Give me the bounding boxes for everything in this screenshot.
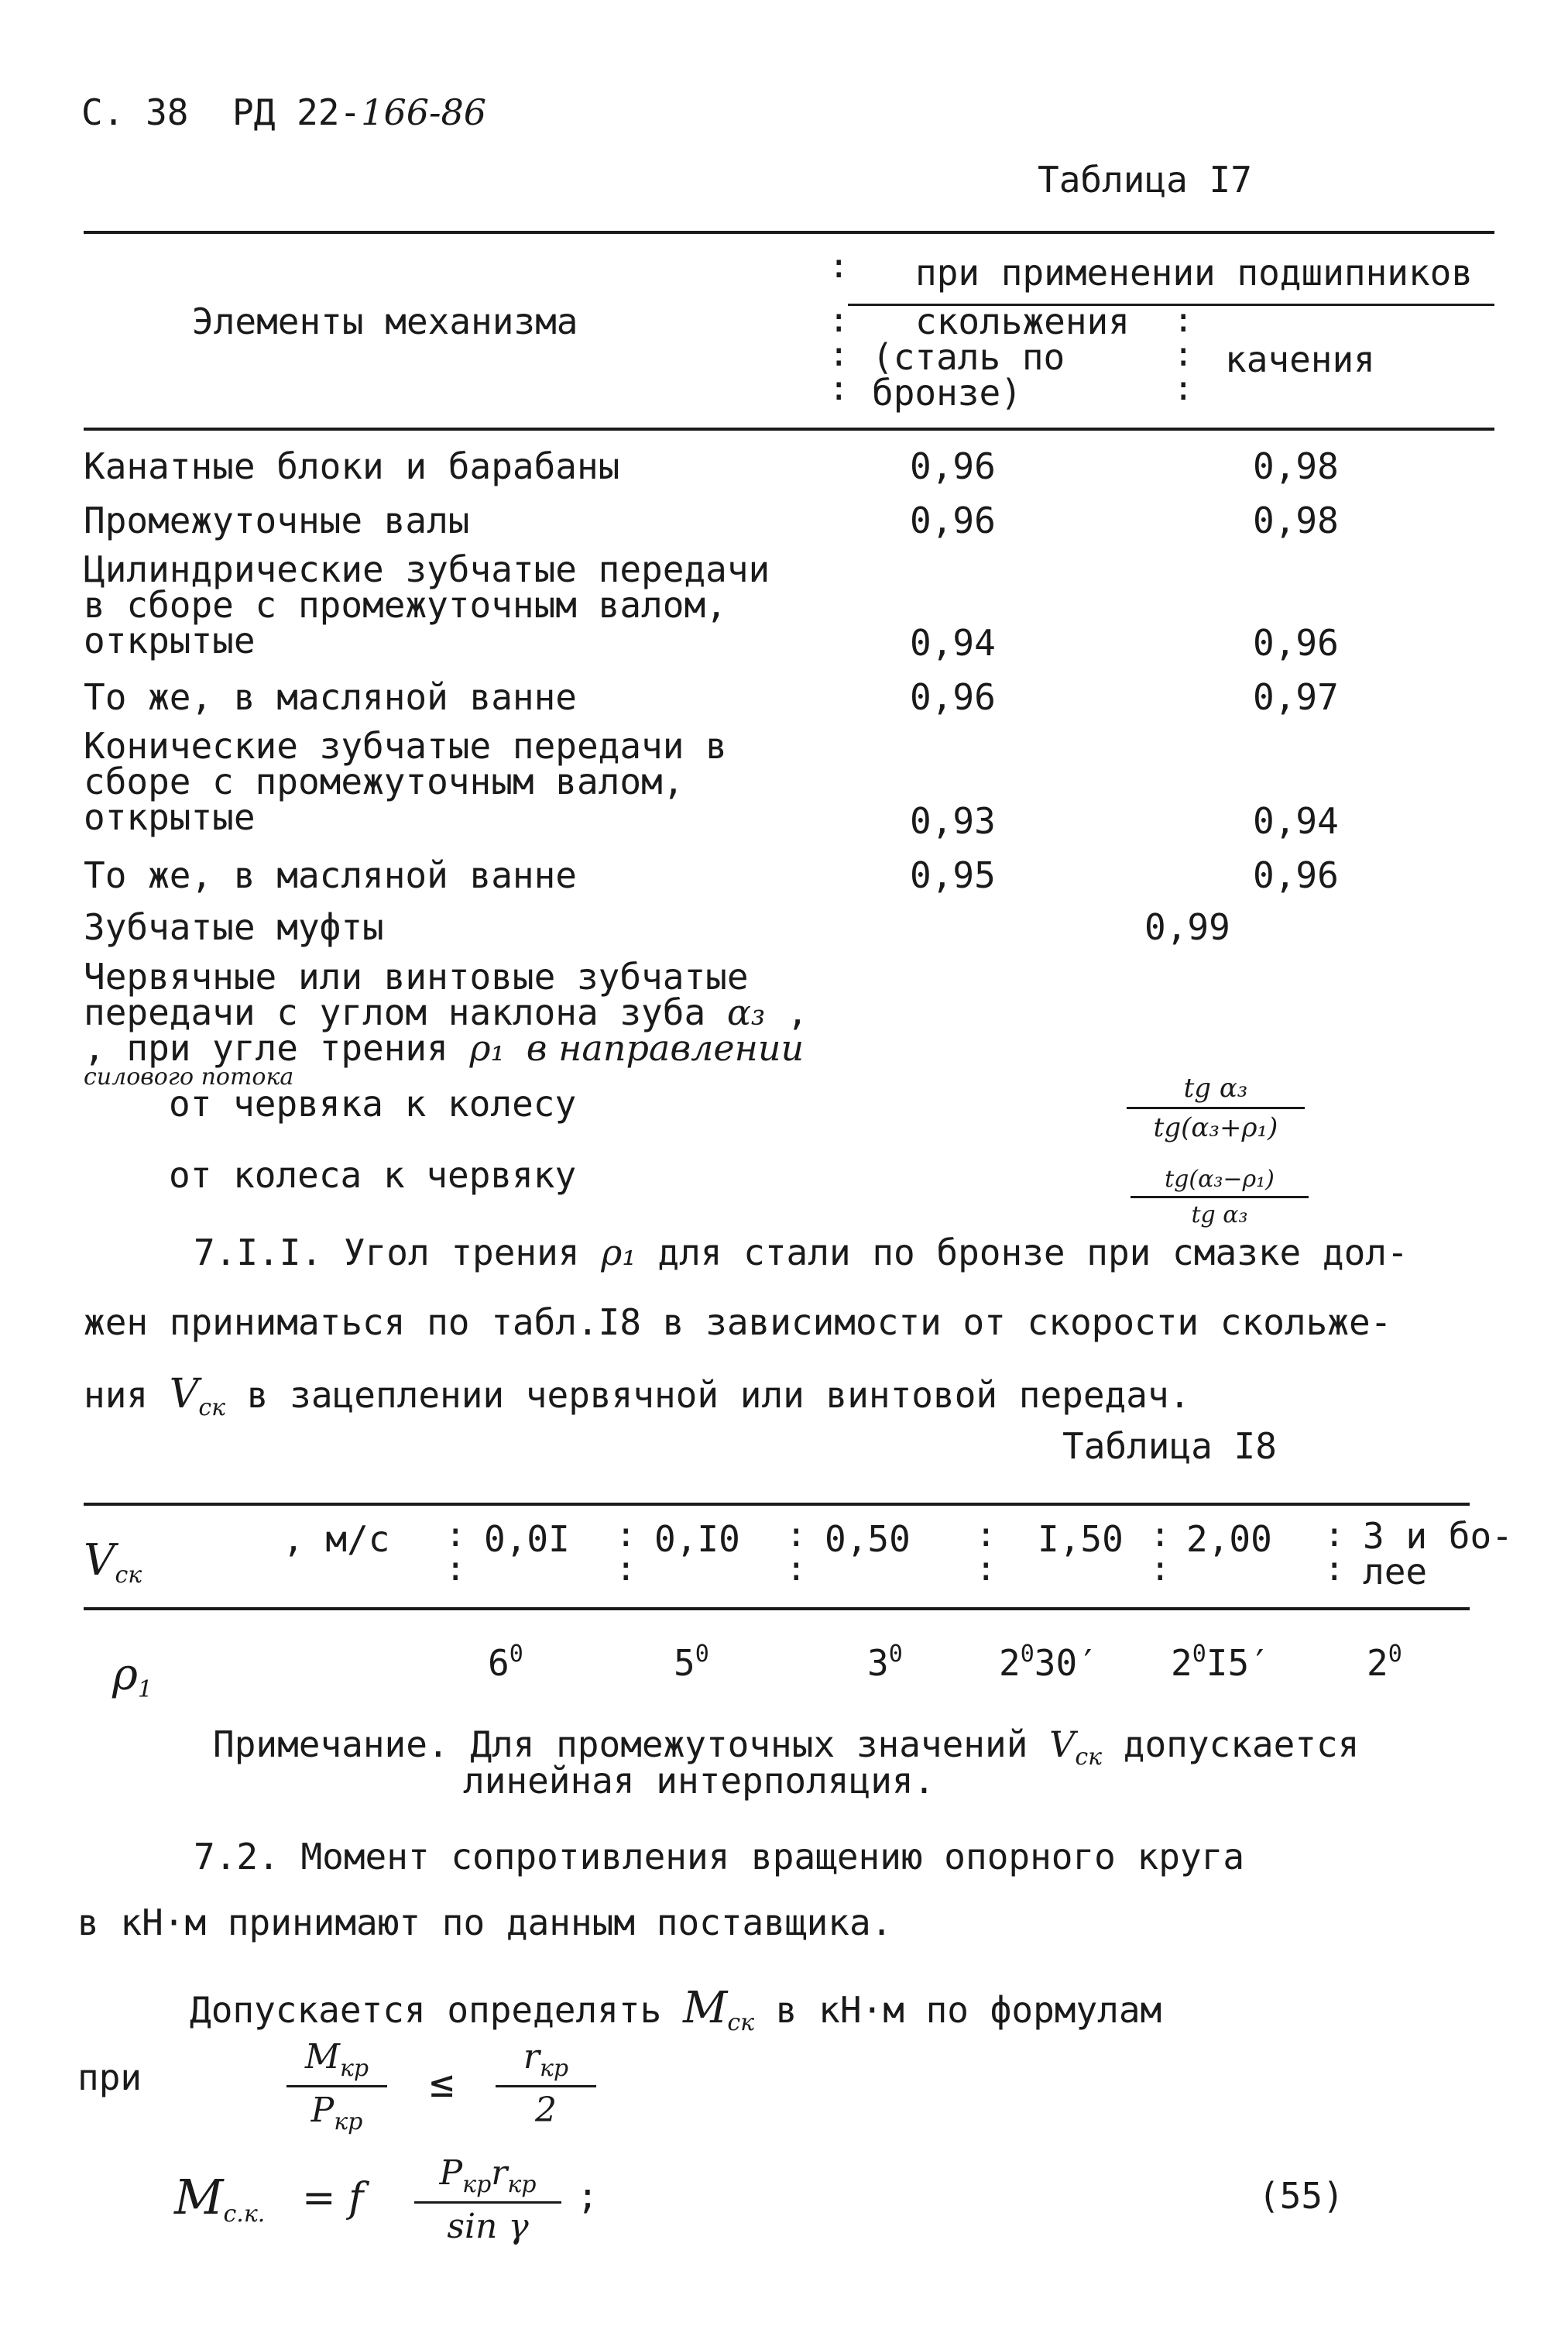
column-separator: : : bbox=[786, 1515, 807, 1589]
worm-line-handwritten: силового потока bbox=[84, 1063, 294, 1091]
angle-degrees: 5 bbox=[674, 1642, 695, 1684]
fraction-numerator bbox=[496, 2037, 596, 2082]
fraction-bar bbox=[1131, 1196, 1309, 1198]
rolling-value: 0,98 bbox=[1253, 500, 1339, 541]
sliding-value: 0,96 bbox=[910, 500, 996, 541]
header-sliding-line3: бронзе) bbox=[872, 372, 1022, 414]
angle-minutes: 30′ bbox=[1034, 1642, 1099, 1684]
symbol-main: r bbox=[523, 2037, 540, 2077]
friction-angle bbox=[867, 1641, 903, 1684]
angle-degree-mark: 0 bbox=[1192, 1641, 1206, 1668]
fraction-numerator bbox=[414, 2153, 561, 2198]
fraction-bar bbox=[286, 2085, 387, 2087]
table-row: Промежуточные валы bbox=[84, 500, 470, 541]
paragraph-7-2-line1: 7.2. Момент сопротивления вращению опорного круга bbox=[194, 1836, 1245, 1878]
coupling-value: 0,99 bbox=[1144, 906, 1230, 948]
row-line: открытые bbox=[84, 620, 256, 661]
paragraph-7-1-1-line2: жен приниматься по табл.I8 в зависимости от скорости скольже- bbox=[84, 1301, 1392, 1343]
symbol-main: V bbox=[169, 1371, 199, 1417]
speed-last-line1: 3 и бо- bbox=[1363, 1515, 1513, 1557]
symbol-sub: кр bbox=[339, 2055, 369, 2082]
column-separator: : : bbox=[1324, 1515, 1345, 1589]
angle-degree-mark: 0 bbox=[888, 1641, 903, 1668]
symbol-main: V bbox=[1049, 1723, 1076, 1765]
column-separator: : : bbox=[1150, 1515, 1171, 1589]
para-text: в зацеплении червячной или винтовой передач. bbox=[246, 1374, 1191, 1416]
column-separator: : : : bbox=[1173, 301, 1194, 408]
formula-55-eq: = f bbox=[302, 2175, 364, 2221]
symbol-main: M bbox=[304, 2037, 340, 2077]
table17-header-sliding bbox=[872, 301, 1130, 414]
column-separator: : : bbox=[445, 1515, 466, 1589]
condition-sign: ≤ bbox=[430, 2060, 455, 2107]
table18-caption: Таблица I8 bbox=[1062, 1425, 1277, 1467]
rolling-value: 0,94 bbox=[1253, 800, 1339, 842]
symbol-sub: ск bbox=[1075, 1744, 1103, 1771]
table-row: То же, в масляной ванне bbox=[84, 676, 577, 718]
symbol-sub: с.к. bbox=[223, 2201, 266, 2228]
speed-value-last bbox=[1363, 1515, 1513, 1592]
fraction-numerator bbox=[286, 2037, 387, 2082]
angle-degrees: 2 bbox=[999, 1642, 1021, 1684]
para-text: для стали по бронзе при смазке дол- bbox=[657, 1232, 1408, 1273]
row-line: сборе с промежуточным валом, bbox=[84, 761, 684, 802]
symbol-main: M bbox=[174, 2169, 224, 2225]
sliding-speed-symbol bbox=[169, 1371, 226, 1421]
speed-value: 0,I0 bbox=[654, 1518, 740, 1560]
table-row bbox=[84, 725, 727, 838]
sliding-value: 0,94 bbox=[910, 622, 996, 664]
worm-line bbox=[84, 1027, 808, 1069]
header-sliding-line1: скольжения bbox=[915, 301, 1130, 342]
fraction-denominator: 2 bbox=[535, 2091, 557, 2130]
angle-degrees: 3 bbox=[867, 1642, 889, 1684]
table18-friction-label bbox=[112, 1650, 153, 1703]
fraction-denominator: sin γ bbox=[447, 2207, 529, 2246]
equation-number: (55) bbox=[1258, 2175, 1344, 2217]
document-number-handwritten: 166-86 bbox=[361, 91, 487, 133]
formula-numerator: tg α₃ bbox=[1183, 1073, 1248, 1104]
formula-denominator: tg(α₃+ρ₁) bbox=[1153, 1112, 1278, 1143]
friction-angle bbox=[1367, 1641, 1402, 1684]
speed-value: 0,0I bbox=[484, 1518, 570, 1560]
worm-line-handwritten: в направлении bbox=[526, 1027, 805, 1069]
document-code bbox=[232, 91, 486, 133]
para-text: Допускается определять bbox=[190, 1989, 662, 2031]
angle-degree-mark: 0 bbox=[509, 1641, 523, 1668]
paragraph-7-1-1-line1 bbox=[194, 1232, 1408, 1273]
angle-degree-mark: 0 bbox=[1020, 1641, 1034, 1668]
rho-symbol: ρ₁ bbox=[469, 1027, 505, 1069]
fraction-bar bbox=[414, 2201, 561, 2204]
worm-efficiency-formula bbox=[1127, 1073, 1305, 1143]
fraction-denominator bbox=[286, 2091, 387, 2135]
angle-degrees: 2 bbox=[1367, 1642, 1388, 1684]
column-separator: : : bbox=[976, 1515, 997, 1589]
fraction-bar bbox=[1127, 1107, 1305, 1109]
moment-symbol bbox=[682, 1983, 755, 2036]
worm-line: Червячные или винтовые зубчатые bbox=[84, 956, 749, 998]
table-row: То же, в масляной ванне bbox=[84, 854, 577, 896]
formula-numerator: tg(α₃−ρ₁) bbox=[1165, 1166, 1275, 1193]
formula-55-fraction bbox=[414, 2153, 561, 2246]
table-row bbox=[84, 548, 770, 661]
condition-right-fraction bbox=[496, 2037, 596, 2130]
symbol-sub: кр bbox=[462, 2171, 492, 2198]
para-text: ния bbox=[84, 1374, 149, 1416]
table17-top-rule bbox=[84, 231, 1494, 234]
paragraph-7-1-1-line3 bbox=[84, 1371, 1190, 1421]
table-row: Канатные блоки и барабаны bbox=[84, 445, 620, 487]
table18-top-rule bbox=[84, 1503, 1470, 1506]
speed-last-line2: лее bbox=[1363, 1551, 1428, 1592]
symbol-main: M bbox=[682, 1983, 728, 2033]
sliding-value: 0,96 bbox=[910, 445, 996, 487]
table17-header-group: при применении подшипников bbox=[915, 252, 1474, 294]
angle-degrees: 2 bbox=[1171, 1642, 1192, 1684]
symbol-main: P bbox=[311, 2091, 335, 2130]
rolling-value: 0,98 bbox=[1253, 445, 1339, 487]
formula-denominator: tg α₃ bbox=[1191, 1201, 1248, 1228]
row-line: открытые bbox=[84, 796, 256, 838]
para-text: в кН·м по формулам bbox=[775, 1989, 1162, 2031]
table-row-coupling: Зубчатые муфты bbox=[84, 906, 384, 948]
column-separator: : bbox=[829, 246, 849, 286]
condition-left-fraction bbox=[286, 2037, 387, 2135]
symbol-sub: кр bbox=[334, 2108, 363, 2135]
symbol-sub: 1 bbox=[137, 1676, 153, 1703]
table18-note-line2: линейная интерполяция. bbox=[463, 1760, 935, 1802]
paragraph-7-2-line3 bbox=[190, 1983, 1161, 2036]
rolling-value: 0,96 bbox=[1253, 622, 1339, 664]
symbol-main: V bbox=[84, 1535, 115, 1586]
wheel-efficiency-formula bbox=[1131, 1166, 1309, 1228]
symbol-sub: кр bbox=[507, 2171, 537, 2198]
row-line: в сборе с промежуточным валом, bbox=[84, 584, 727, 626]
friction-angle bbox=[674, 1641, 709, 1684]
speed-value: 0,50 bbox=[825, 1518, 911, 1560]
symbol-sub: ск bbox=[115, 1562, 142, 1589]
document-code-print: РД 22- bbox=[232, 91, 362, 133]
rho-symbol: ρ₁ bbox=[601, 1232, 636, 1273]
para-text: 7.I.I. Угол трения bbox=[194, 1232, 580, 1273]
row-line: Цилиндрические зубчатые передачи bbox=[84, 548, 770, 590]
formula-55-end: ; bbox=[577, 2175, 599, 2217]
symbol-sub: ск bbox=[727, 2009, 755, 2036]
sliding-value: 0,96 bbox=[910, 676, 996, 718]
symbol-main: r bbox=[491, 2153, 508, 2193]
formula-55-lhs bbox=[174, 2169, 265, 2228]
table17-caption: Таблица I7 bbox=[1038, 159, 1252, 201]
wheel-to-worm: от колеса к червяку bbox=[169, 1154, 577, 1196]
friction-angle bbox=[999, 1641, 1099, 1684]
speed-value: 2,00 bbox=[1186, 1518, 1272, 1560]
note-text: допускается bbox=[1123, 1723, 1360, 1765]
symbol-main: P bbox=[439, 2153, 463, 2193]
column-separator: : : : bbox=[829, 301, 849, 408]
rolling-value: 0,96 bbox=[1253, 854, 1339, 896]
worm-line-text: , при угле трения bbox=[84, 1027, 448, 1069]
sliding-speed-symbol bbox=[1049, 1723, 1103, 1771]
rolling-value: 0,97 bbox=[1253, 676, 1339, 718]
friction-angle bbox=[1171, 1641, 1271, 1684]
angle-minutes: I5′ bbox=[1206, 1642, 1271, 1684]
symbol-sub: кр bbox=[539, 2055, 569, 2082]
angle-degree-mark: 0 bbox=[695, 1641, 709, 1668]
worm-line: передачи с углом наклона зуба α₃ , bbox=[84, 991, 808, 1033]
table17-header-rolling: качения bbox=[1225, 338, 1375, 380]
speed-value: I,50 bbox=[1038, 1518, 1124, 1560]
table18-header-rule bbox=[84, 1607, 1470, 1610]
symbol-main: ρ bbox=[112, 1650, 138, 1700]
table18-speed-label bbox=[84, 1535, 142, 1589]
sliding-value: 0,95 bbox=[910, 854, 996, 896]
friction-angle bbox=[488, 1641, 523, 1684]
table18-unit: , м/с bbox=[283, 1518, 390, 1560]
column-separator: : : bbox=[616, 1515, 636, 1589]
angle-degree-mark: 0 bbox=[1388, 1641, 1402, 1668]
row-line: Конические зубчатые передачи в bbox=[84, 725, 727, 767]
table17-header-rule bbox=[84, 428, 1494, 431]
paragraph-7-2-line2: в кН·м принимают по данным поставщика. bbox=[77, 1902, 893, 1943]
page-number: С. 38 bbox=[81, 91, 189, 133]
note-text: Примечание. Для промежуточных значений bbox=[213, 1723, 1028, 1765]
table-row-worm bbox=[84, 956, 808, 1091]
alpha-symbol: α₃ bbox=[726, 991, 766, 1033]
worm-to-wheel: от червяка к колесу bbox=[169, 1083, 577, 1125]
fraction-bar bbox=[496, 2085, 596, 2087]
condition-prefix: при bbox=[77, 2056, 142, 2098]
header-sliding-line2: (сталь по bbox=[872, 336, 1065, 378]
angle-degrees: 6 bbox=[488, 1642, 510, 1684]
table17-header-elements: Элементы механизма bbox=[192, 301, 578, 342]
sliding-value: 0,93 bbox=[910, 800, 996, 842]
worm-line-text: передачи с углом наклона зуба bbox=[84, 991, 706, 1033]
symbol-sub: ск bbox=[198, 1394, 226, 1421]
